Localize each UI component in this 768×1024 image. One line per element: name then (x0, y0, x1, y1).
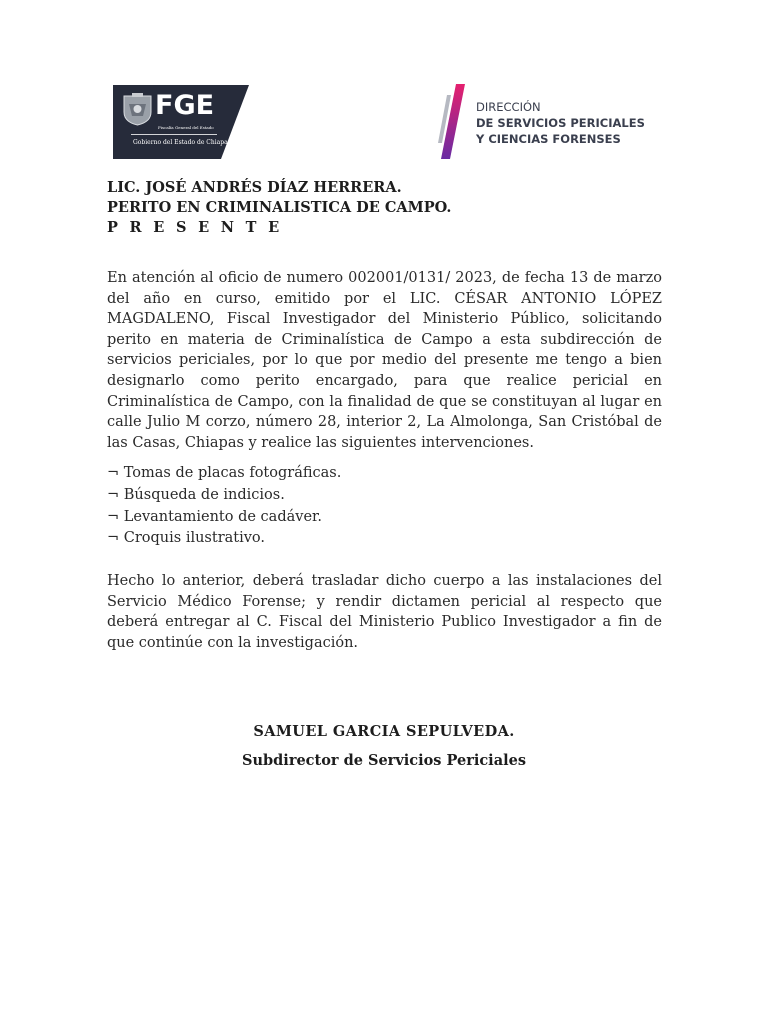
interventions-list (107, 463, 341, 550)
addressee-greeting: P R E S E N T E (107, 219, 283, 236)
list-item: ¬ Búsqueda de indicios. (107, 486, 285, 503)
fge-divider (131, 134, 217, 135)
fge-subtitle: Fiscalía General del Estado (158, 125, 214, 130)
body-paragraph-2: Hecho lo anterior, deberá trasladar dicho cuerpo a las instalaciones del Servicio Médico Forense; y rendir dictamen pericial al respecto que deberá entregar al C. Fiscal del Ministerio Publico Investigador a fin de que continúe con la investigación. (107, 573, 662, 651)
fge-acronym: FGE (155, 90, 215, 121)
list-item: ¬ Levantamiento de cadáver. (107, 508, 322, 525)
direccion-logo (438, 83, 668, 160)
addressee-name: LIC. JOSÉ ANDRÉS DÍAZ HERRERA. (107, 179, 402, 196)
signer-title: Subdirector de Servicios Periciales (242, 752, 526, 769)
direccion-line-2: DE SERVICIOS PERICIALES (476, 116, 645, 130)
list-item: ¬ Tomas de placas fotográficas. (107, 465, 342, 481)
addressee-position: PERITO EN CRIMINALISTICA DE CAMPO. (107, 199, 452, 216)
signer-name: SAMUEL GARCIA SEPULVEDA. (253, 723, 515, 740)
body-paragraph-1: En atención al oficio de numero 002001/0131/ 2023, de fecha 13 de marzo del año en curso, emitido por el LIC. CÉSAR ANTONIO LÓPEZ MAGDALENO, Fiscal Investigador del Ministerio Público, solicitando perito en materia de Criminalística de Campo a esta subdirección de servicios periciales, por lo que por medio del presente me tengo a bien designarlo como perito encargado, para que realice pericial en Criminalística de Campo, con la finalidad de que se constituyan al lugar en calle Julio M corzo, número 28, interior 2, La Almolonga, San Cristóbal de las Casas, Chiapas y realice las siguientes intervenciones. (107, 270, 662, 451)
direccion-text (476, 99, 645, 147)
direccion-line-1: DIRECCIÓN (476, 100, 541, 114)
coat-of-arms-icon (121, 92, 154, 126)
direccion-line-3: Y CIENCIAS FORENSES (476, 132, 621, 146)
fge-government-label: Gobierno del Estado de Chiapas (133, 139, 231, 146)
list-item: ¬ Croquis ilustrativo. (107, 530, 266, 547)
direccion-accent-bars-icon (438, 83, 468, 160)
fge-logo (113, 85, 249, 159)
addressee-block (107, 178, 451, 238)
